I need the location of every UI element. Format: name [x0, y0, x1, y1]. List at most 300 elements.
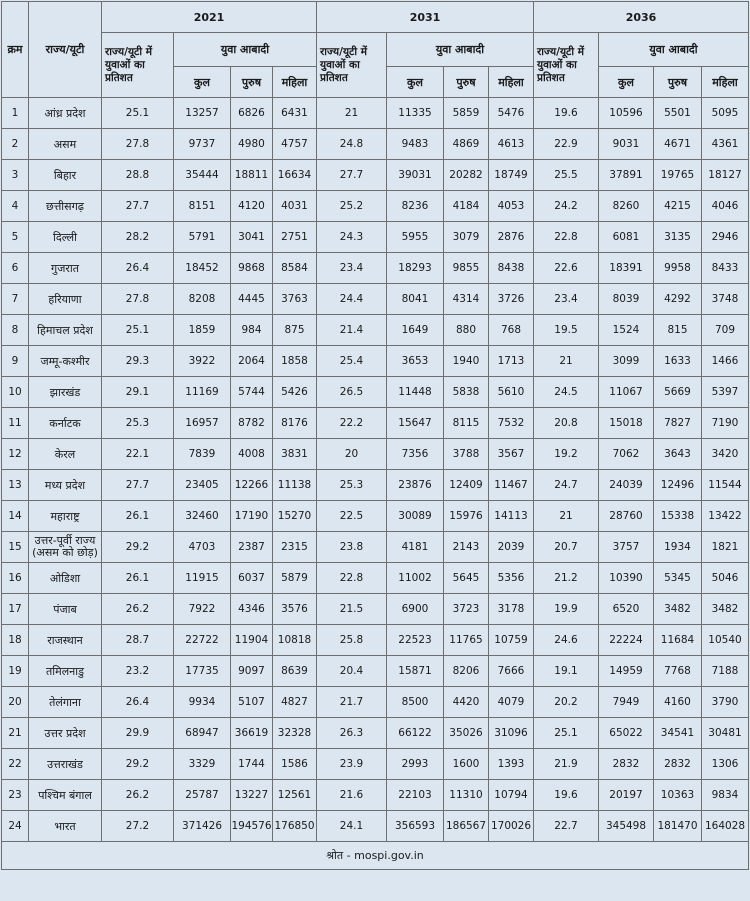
state-name-cell: हिमाचल प्रदेश: [29, 315, 102, 346]
youth-percent-cell: 21.5: [317, 594, 387, 625]
female-cell: 3790: [702, 687, 749, 718]
state-name-cell: उत्तराखंड: [29, 749, 102, 780]
youth-percent-cell: 24.2: [534, 191, 599, 222]
total-cell: 20197: [599, 780, 654, 811]
total-cell: 23405: [174, 470, 231, 501]
youth-percent-cell: 27.7: [102, 470, 174, 501]
male-cell: 5744: [231, 377, 273, 408]
male-cell: 984: [231, 315, 273, 346]
total-cell: 37891: [599, 160, 654, 191]
male-cell: 19765: [654, 160, 702, 191]
female-cell: 8639: [273, 656, 317, 687]
female-cell: 1586: [273, 749, 317, 780]
male-cell: 3079: [444, 222, 489, 253]
female-cell: 18749: [489, 160, 534, 191]
female-header: महिला: [489, 67, 534, 98]
total-cell: 8236: [387, 191, 444, 222]
female-cell: 1306: [702, 749, 749, 780]
female-cell: 1393: [489, 749, 534, 780]
total-cell: 25787: [174, 780, 231, 811]
youth-percent-cell: 22.1: [102, 439, 174, 470]
total-cell: 18452: [174, 253, 231, 284]
youth-percent-cell: 29.2: [102, 749, 174, 780]
female-cell: 31096: [489, 718, 534, 749]
female-cell: 16634: [273, 160, 317, 191]
table-row: [2, 501, 749, 532]
table-row: [2, 811, 749, 842]
female-cell: 8438: [489, 253, 534, 284]
male-cell: 20282: [444, 160, 489, 191]
youth-percent-cell: 29.1: [102, 377, 174, 408]
female-cell: 1858: [273, 346, 317, 377]
male-cell: 4980: [231, 129, 273, 160]
female-cell: 4053: [489, 191, 534, 222]
total-cell: 11335: [387, 98, 444, 129]
state-name-cell: भारत: [29, 811, 102, 842]
state-name-cell: बिहार: [29, 160, 102, 191]
male-cell: 35026: [444, 718, 489, 749]
female-cell: 3576: [273, 594, 317, 625]
total-cell: 15018: [599, 408, 654, 439]
male-cell: 1940: [444, 346, 489, 377]
youth-percent-cell: 29.9: [102, 718, 174, 749]
youth-percent-cell: 21: [317, 98, 387, 129]
male-cell: 1600: [444, 749, 489, 780]
total-cell: 22523: [387, 625, 444, 656]
youth-percent-cell: 27.2: [102, 811, 174, 842]
female-cell: 10818: [273, 625, 317, 656]
youth-percent-cell: 25.1: [102, 315, 174, 346]
youth-percent-cell: 25.5: [534, 160, 599, 191]
male-cell: 13227: [231, 780, 273, 811]
serial-cell: 11: [2, 408, 29, 439]
serial-cell: 3: [2, 160, 29, 191]
total-cell: 9737: [174, 129, 231, 160]
youth-percent-cell: 19.6: [534, 98, 599, 129]
male-cell: 3135: [654, 222, 702, 253]
male-cell: 186567: [444, 811, 489, 842]
youth-percent-cell: 26.5: [317, 377, 387, 408]
state-name-cell: उत्तर प्रदेश: [29, 718, 102, 749]
table-row: [2, 315, 749, 346]
female-header: महिला: [273, 67, 317, 98]
male-cell: 15338: [654, 501, 702, 532]
state-name-cell: गुजरात: [29, 253, 102, 284]
male-cell: 3482: [654, 594, 702, 625]
youth-percent-cell: 22.9: [534, 129, 599, 160]
state-name-cell: पश्चिम बंगाल: [29, 780, 102, 811]
serial-cell: 20: [2, 687, 29, 718]
total-cell: 8039: [599, 284, 654, 315]
youth-percent-cell: 20.2: [534, 687, 599, 718]
female-cell: 3748: [702, 284, 749, 315]
youth-percent-cell: 20.8: [534, 408, 599, 439]
youth-percent-cell: 24.8: [317, 129, 387, 160]
male-cell: 194576: [231, 811, 273, 842]
serial-cell: 19: [2, 656, 29, 687]
female-cell: 5476: [489, 98, 534, 129]
male-cell: 5669: [654, 377, 702, 408]
youth-percent-cell: 27.8: [102, 129, 174, 160]
total-cell: 22103: [387, 780, 444, 811]
female-cell: 875: [273, 315, 317, 346]
youth-percent-cell: 24.4: [317, 284, 387, 315]
youth-percent-cell: 21.2: [534, 563, 599, 594]
female-cell: 2751: [273, 222, 317, 253]
total-cell: 18391: [599, 253, 654, 284]
male-cell: 2387: [231, 532, 273, 563]
youth-percent-cell: 22.7: [534, 811, 599, 842]
serial-cell: 13: [2, 470, 29, 501]
table-row: [2, 718, 749, 749]
table-row: [2, 253, 749, 284]
female-cell: 5426: [273, 377, 317, 408]
youth-percent-cell: 22.8: [317, 563, 387, 594]
male-cell: 9097: [231, 656, 273, 687]
male-header: पुरुष: [654, 67, 702, 98]
table-row: [2, 563, 749, 594]
female-cell: 3763: [273, 284, 317, 315]
total-cell: 11002: [387, 563, 444, 594]
youth-percent-cell: 26.4: [102, 687, 174, 718]
female-cell: 1713: [489, 346, 534, 377]
total-cell: 7062: [599, 439, 654, 470]
male-cell: 9958: [654, 253, 702, 284]
total-cell: 24039: [599, 470, 654, 501]
male-cell: 7768: [654, 656, 702, 687]
female-cell: 1821: [702, 532, 749, 563]
youth-population-header: युवा आबादी: [387, 33, 534, 67]
youth-percent-cell: 25.2: [317, 191, 387, 222]
female-cell: 4031: [273, 191, 317, 222]
total-cell: 6900: [387, 594, 444, 625]
female-cell: 4361: [702, 129, 749, 160]
male-cell: 5107: [231, 687, 273, 718]
total-cell: 1649: [387, 315, 444, 346]
male-cell: 11904: [231, 625, 273, 656]
female-cell: 176850: [273, 811, 317, 842]
total-cell: 10390: [599, 563, 654, 594]
female-cell: 13422: [702, 501, 749, 532]
youth-percent-header: राज्य/यूटी में युवाओं का प्रतिशत: [317, 33, 387, 98]
serial-cell: 9: [2, 346, 29, 377]
total-cell: 2832: [599, 749, 654, 780]
female-cell: 10794: [489, 780, 534, 811]
male-cell: 1633: [654, 346, 702, 377]
total-cell: 6081: [599, 222, 654, 253]
youth-population-header: युवा आबादी: [174, 33, 317, 67]
total-cell: 10596: [599, 98, 654, 129]
male-cell: 36619: [231, 718, 273, 749]
female-header: महिला: [702, 67, 749, 98]
total-cell: 8208: [174, 284, 231, 315]
state-name-cell: तमिलनाडु: [29, 656, 102, 687]
youth-percent-cell: 22.2: [317, 408, 387, 439]
youth-percent-cell: 29.3: [102, 346, 174, 377]
youth-percent-cell: 23.2: [102, 656, 174, 687]
female-cell: 7190: [702, 408, 749, 439]
male-cell: 880: [444, 315, 489, 346]
state-name-cell: केरल: [29, 439, 102, 470]
male-cell: 4671: [654, 129, 702, 160]
female-cell: 170026: [489, 811, 534, 842]
male-cell: 3643: [654, 439, 702, 470]
total-cell: 66122: [387, 718, 444, 749]
youth-percent-cell: 21.4: [317, 315, 387, 346]
female-cell: 768: [489, 315, 534, 346]
total-cell: 5955: [387, 222, 444, 253]
table-row: [2, 594, 749, 625]
total-cell: 11067: [599, 377, 654, 408]
male-cell: 11765: [444, 625, 489, 656]
youth-percent-cell: 20.7: [534, 532, 599, 563]
total-cell: 3922: [174, 346, 231, 377]
male-cell: 4445: [231, 284, 273, 315]
youth-percent-cell: 25.3: [102, 408, 174, 439]
youth-percent-cell: 20.4: [317, 656, 387, 687]
table-row: [2, 656, 749, 687]
female-cell: 2315: [273, 532, 317, 563]
female-cell: 5356: [489, 563, 534, 594]
female-cell: 4827: [273, 687, 317, 718]
male-cell: 4292: [654, 284, 702, 315]
male-cell: 815: [654, 315, 702, 346]
male-cell: 7827: [654, 408, 702, 439]
serial-cell: 7: [2, 284, 29, 315]
male-cell: 4160: [654, 687, 702, 718]
total-cell: 7356: [387, 439, 444, 470]
table-body: [2, 98, 749, 842]
total-cell: 15647: [387, 408, 444, 439]
male-cell: 2064: [231, 346, 273, 377]
table-row: [2, 780, 749, 811]
female-cell: 32328: [273, 718, 317, 749]
table-row: [2, 625, 749, 656]
total-cell: 14959: [599, 656, 654, 687]
male-cell: 5859: [444, 98, 489, 129]
table-row: [2, 377, 749, 408]
female-cell: 18127: [702, 160, 749, 191]
serial-cell: 12: [2, 439, 29, 470]
youth-percent-header: राज्य/यूटी में युवाओं का प्रतिशत: [102, 33, 174, 98]
youth-percent-cell: 23.4: [534, 284, 599, 315]
male-cell: 5501: [654, 98, 702, 129]
total-cell: 65022: [599, 718, 654, 749]
youth-percent-cell: 19.9: [534, 594, 599, 625]
total-cell: 17735: [174, 656, 231, 687]
state-name-cell: छत्तीसगढ़: [29, 191, 102, 222]
youth-percent-cell: 26.2: [102, 780, 174, 811]
male-cell: 4869: [444, 129, 489, 160]
total-header: कुल: [599, 67, 654, 98]
male-cell: 12496: [654, 470, 702, 501]
state-name-cell: जम्मू-कश्मीर: [29, 346, 102, 377]
state-name-cell: पंजाब: [29, 594, 102, 625]
male-cell: 11310: [444, 780, 489, 811]
male-header: पुरुष: [231, 67, 273, 98]
youth-percent-cell: 19.2: [534, 439, 599, 470]
youth-percent-cell: 19.5: [534, 315, 599, 346]
female-cell: 164028: [702, 811, 749, 842]
total-cell: 4181: [387, 532, 444, 563]
youth-percent-cell: 25.1: [102, 98, 174, 129]
male-cell: 1934: [654, 532, 702, 563]
youth-percent-cell: 28.7: [102, 625, 174, 656]
state-name-cell: राजस्थान: [29, 625, 102, 656]
youth-percent-cell: 21.6: [317, 780, 387, 811]
youth-percent-cell: 22.6: [534, 253, 599, 284]
male-cell: 3788: [444, 439, 489, 470]
female-cell: 2876: [489, 222, 534, 253]
total-cell: 11915: [174, 563, 231, 594]
total-cell: 18293: [387, 253, 444, 284]
total-cell: 8500: [387, 687, 444, 718]
male-cell: 3723: [444, 594, 489, 625]
total-cell: 3757: [599, 532, 654, 563]
female-cell: 5397: [702, 377, 749, 408]
male-cell: 11684: [654, 625, 702, 656]
youth-percent-cell: 26.2: [102, 594, 174, 625]
female-cell: 3726: [489, 284, 534, 315]
youth-population-table: [1, 1, 749, 870]
youth-percent-cell: 28.8: [102, 160, 174, 191]
youth-percent-cell: 27.8: [102, 284, 174, 315]
male-cell: 6037: [231, 563, 273, 594]
total-cell: 6520: [599, 594, 654, 625]
table-row: [2, 532, 749, 563]
total-header: कुल: [174, 67, 231, 98]
total-cell: 5791: [174, 222, 231, 253]
youth-percent-cell: 25.8: [317, 625, 387, 656]
total-cell: 7922: [174, 594, 231, 625]
total-cell: 3329: [174, 749, 231, 780]
youth-percent-cell: 27.7: [317, 160, 387, 191]
male-cell: 4184: [444, 191, 489, 222]
female-cell: 2946: [702, 222, 749, 253]
youth-percent-header: राज्य/यूटी में युवाओं का प्रतिशत: [534, 33, 599, 98]
serial-cell: 22: [2, 749, 29, 780]
male-cell: 4314: [444, 284, 489, 315]
serial-cell: 16: [2, 563, 29, 594]
youth-percent-cell: 20: [317, 439, 387, 470]
table-row: [2, 222, 749, 253]
youth-percent-cell: 27.7: [102, 191, 174, 222]
total-cell: 9483: [387, 129, 444, 160]
state-name-cell: झारखंड: [29, 377, 102, 408]
table-row: [2, 439, 749, 470]
male-cell: 15976: [444, 501, 489, 532]
male-cell: 4215: [654, 191, 702, 222]
male-cell: 9868: [231, 253, 273, 284]
male-cell: 4420: [444, 687, 489, 718]
male-cell: 9855: [444, 253, 489, 284]
table-row: [2, 408, 749, 439]
female-cell: 11544: [702, 470, 749, 501]
table-row: [2, 160, 749, 191]
table-row: [2, 284, 749, 315]
female-cell: 15270: [273, 501, 317, 532]
serial-cell: 24: [2, 811, 29, 842]
total-cell: 4703: [174, 532, 231, 563]
total-cell: 68947: [174, 718, 231, 749]
total-cell: 3099: [599, 346, 654, 377]
male-cell: 1744: [231, 749, 273, 780]
serial-cell: 6: [2, 253, 29, 284]
total-cell: 39031: [387, 160, 444, 191]
table-row: [2, 346, 749, 377]
table-row: [2, 98, 749, 129]
male-header: पुरुष: [444, 67, 489, 98]
serial-cell: 15: [2, 532, 29, 563]
total-cell: 13257: [174, 98, 231, 129]
female-cell: 4079: [489, 687, 534, 718]
female-cell: 7188: [702, 656, 749, 687]
youth-percent-cell: 19.1: [534, 656, 599, 687]
year-header: 2031: [317, 2, 534, 33]
male-cell: 4008: [231, 439, 273, 470]
source-note: श्रोत - mospi.gov.in: [2, 842, 749, 870]
female-cell: 11138: [273, 470, 317, 501]
total-cell: 3653: [387, 346, 444, 377]
youth-percent-cell: 22.5: [317, 501, 387, 532]
state-name-cell: मध्य प्रदेश: [29, 470, 102, 501]
male-cell: 10363: [654, 780, 702, 811]
male-cell: 4120: [231, 191, 273, 222]
total-cell: 32460: [174, 501, 231, 532]
female-cell: 5610: [489, 377, 534, 408]
youth-percent-cell: 24.5: [534, 377, 599, 408]
female-cell: 8433: [702, 253, 749, 284]
female-cell: 30481: [702, 718, 749, 749]
youth-percent-cell: 28.2: [102, 222, 174, 253]
youth-percent-cell: 25.3: [317, 470, 387, 501]
female-cell: 8584: [273, 253, 317, 284]
table-row: [2, 129, 749, 160]
youth-percent-cell: 24.3: [317, 222, 387, 253]
female-cell: 7532: [489, 408, 534, 439]
male-cell: 4346: [231, 594, 273, 625]
total-cell: 7839: [174, 439, 231, 470]
total-cell: 1524: [599, 315, 654, 346]
female-cell: 12561: [273, 780, 317, 811]
male-cell: 5345: [654, 563, 702, 594]
table-row: [2, 470, 749, 501]
total-cell: 11169: [174, 377, 231, 408]
state-name-cell: कर्नाटक: [29, 408, 102, 439]
youth-percent-cell: 24.6: [534, 625, 599, 656]
serial-cell: 1: [2, 98, 29, 129]
female-cell: 3420: [702, 439, 749, 470]
serial-cell: 4: [2, 191, 29, 222]
serial-cell: 18: [2, 625, 29, 656]
serial-cell: 21: [2, 718, 29, 749]
total-cell: 8260: [599, 191, 654, 222]
youth-percent-cell: 23.9: [317, 749, 387, 780]
youth-percent-cell: 24.1: [317, 811, 387, 842]
state-name-cell: तेलंगाना: [29, 687, 102, 718]
female-cell: 5879: [273, 563, 317, 594]
youth-percent-cell: 23.4: [317, 253, 387, 284]
state-name-cell: हरियाणा: [29, 284, 102, 315]
female-cell: 3567: [489, 439, 534, 470]
total-cell: 9031: [599, 129, 654, 160]
total-cell: 356593: [387, 811, 444, 842]
total-cell: 7949: [599, 687, 654, 718]
male-cell: 2832: [654, 749, 702, 780]
youth-percent-cell: 26.1: [102, 563, 174, 594]
state-name-cell: उत्तर-पूर्वी राज्य (असम को छोड़): [29, 532, 102, 563]
youth-percent-cell: 26.4: [102, 253, 174, 284]
